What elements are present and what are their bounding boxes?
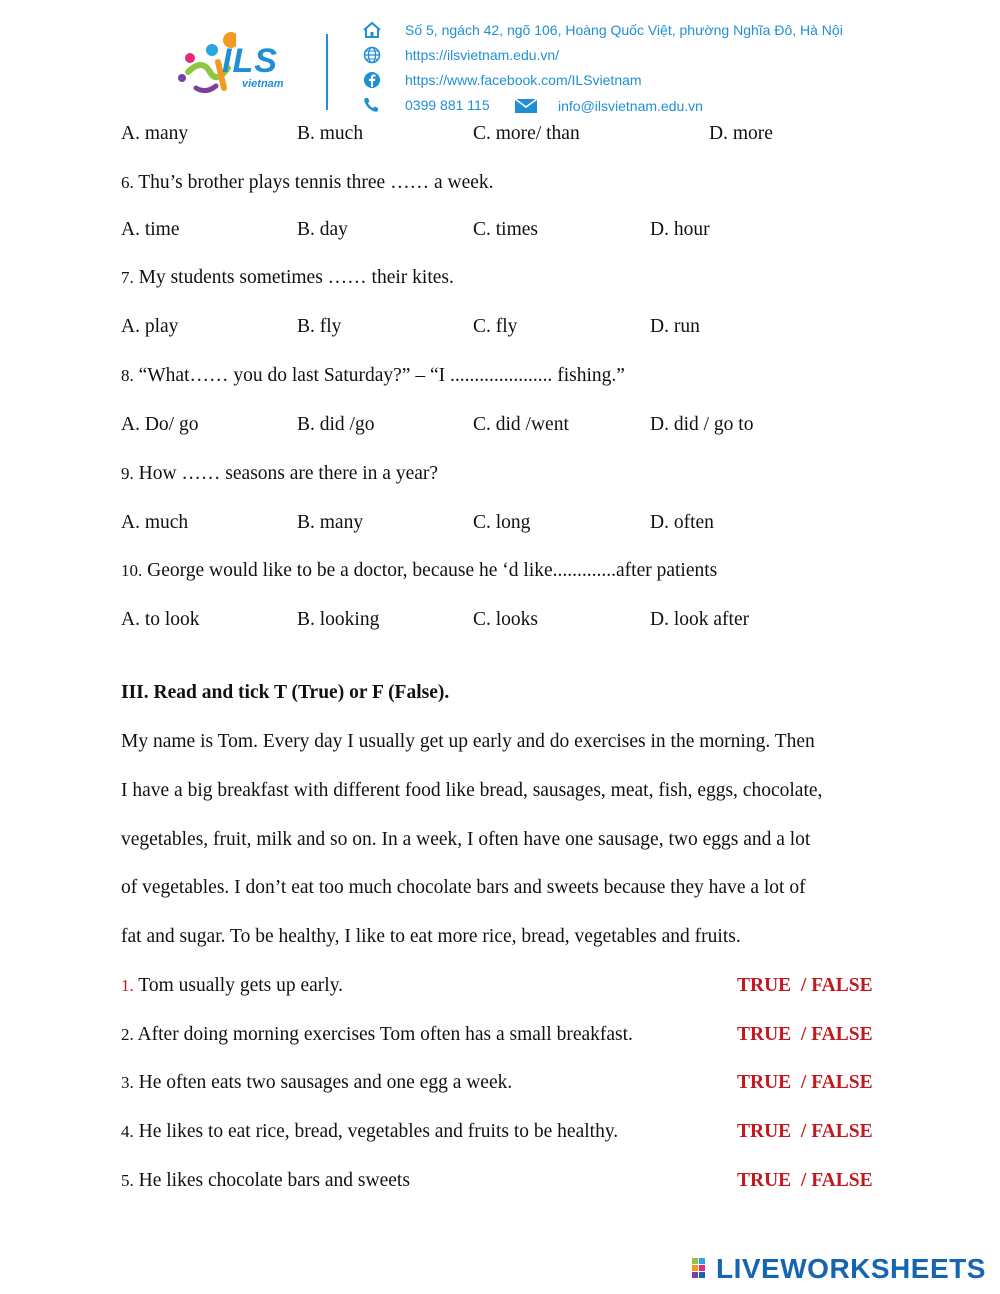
question-number: 8. — [121, 366, 134, 385]
statement-text: Tom usually gets up early. — [133, 975, 344, 996]
header-divider — [326, 34, 328, 110]
option-a: A. Do/ go — [121, 414, 199, 435]
phone-text: 0399 881 115 — [405, 97, 490, 113]
paragraph-line: My name is Tom. Every day I usually get up early and do exercises in the morning. Then — [121, 731, 815, 752]
option-b: B. much — [297, 123, 364, 144]
facebook-icon — [362, 71, 382, 89]
statement-2 — [121, 1023, 633, 1047]
statement-text: He likes to eat rice, bread, vegetables and fruits to be healthy. — [133, 1121, 619, 1142]
true-false-choice-1[interactable]: TRUE / FALSE — [737, 975, 873, 996]
option-a: A. play — [121, 316, 179, 337]
phone-icon — [362, 96, 382, 114]
option-a: A. many — [121, 123, 189, 144]
option-c: C. did /went — [473, 414, 569, 435]
option-c: C. long — [473, 512, 531, 533]
statement-1 — [121, 974, 343, 998]
option-d: D. look after — [650, 609, 750, 630]
statement-3 — [121, 1071, 512, 1095]
statement-number: 2. — [121, 1025, 134, 1044]
true-false-choice-2[interactable]: TRUE / FALSE — [737, 1024, 873, 1045]
liveworksheets-blocks-icon — [692, 1258, 714, 1280]
question-10 — [121, 559, 717, 583]
true-false-choice-3[interactable]: TRUE / FALSE — [737, 1072, 873, 1093]
option-c: C. fly — [473, 316, 518, 337]
paragraph-line: fat and sugar. To be healthy, I like to eat more rice, bread, vegetables and fruits. — [121, 926, 741, 947]
true-false-choice-5[interactable]: TRUE / FALSE — [737, 1170, 873, 1191]
mail-icon — [514, 97, 538, 115]
globe-icon — [362, 46, 382, 64]
option-d: D. more — [709, 123, 773, 144]
option-c: C. more/ than — [473, 123, 580, 144]
statement-text: After doing morning exercises Tom often has a small breakfast. — [133, 1024, 633, 1045]
section-title: III. Read and tick T (True) or F (False). — [121, 682, 450, 703]
option-a: A. time — [121, 219, 180, 240]
statement-number: 5. — [121, 1171, 134, 1190]
option-c: C. times — [473, 219, 539, 240]
question-number: 10. — [121, 561, 143, 580]
option-d: D. hour — [650, 219, 710, 240]
question-9 — [121, 462, 438, 486]
statement-number: 4. — [121, 1122, 134, 1141]
option-d: D. did / go to — [650, 414, 754, 435]
question-8 — [121, 364, 625, 388]
question-number: 7. — [121, 268, 134, 287]
paragraph-line: vegetables, fruit, milk and so on. In a week, I often have one sausage, two eggs and a lot — [121, 829, 811, 850]
facebook-link[interactable]: https://www.facebook.com/ILSvietnam — [405, 72, 642, 88]
question-text: “What…… you do last Saturday?” – “I ..................... fishing.” — [133, 365, 625, 386]
true-false-choice-4[interactable]: TRUE / FALSE — [737, 1121, 873, 1142]
question-text: George would like to be a doctor, because he ‘d like.............after patients — [142, 560, 718, 581]
paragraph-line: of vegetables. I don’t eat too much chocolate bars and sweets because they have a lot of — [121, 877, 806, 898]
option-a: A. much — [121, 512, 189, 533]
statement-text: He likes chocolate bars and sweets — [133, 1170, 410, 1191]
question-number: 9. — [121, 464, 134, 483]
option-b: B. many — [297, 512, 364, 533]
statement-number: 3. — [121, 1073, 134, 1092]
statement-4 — [121, 1120, 618, 1144]
website-link[interactable]: https://ilsvietnam.edu.vn/ — [405, 47, 560, 63]
home-icon — [362, 21, 382, 39]
option-a: A. to look — [121, 609, 200, 630]
question-text: How …… seasons are there in a year? — [133, 463, 439, 484]
option-c: C. looks — [473, 609, 539, 630]
question-text: Thu’s brother plays tennis three …… a week. — [133, 172, 494, 193]
question-7 — [121, 266, 454, 290]
address-text: Số 5, ngách 42, ngõ 106, Hoàng Quốc Việt, phường Nghĩa Đô, Hà Nội — [405, 22, 843, 38]
logo-subtitle: vietnam — [242, 78, 284, 90]
logo-wordmark: ILS — [222, 42, 278, 80]
email-link[interactable]: info@ilsvietnam.edu.vn — [558, 98, 703, 114]
statement-5 — [121, 1169, 410, 1193]
question-number: 6. — [121, 173, 134, 192]
liveworksheets-wordmark: LIVEWORKSHEETS — [716, 1253, 986, 1284]
option-b: B. did /go — [297, 414, 375, 435]
statement-number: 1. — [121, 976, 134, 995]
option-d: D. often — [650, 512, 714, 533]
paragraph-line: I have a big breakfast with different food like bread, sausages, meat, fish, eggs, chocolate, — [121, 780, 823, 801]
option-b: B. fly — [297, 316, 342, 337]
statement-text: He often eats two sausages and one egg a week. — [133, 1072, 513, 1093]
question-text: My students sometimes …… their kites. — [133, 267, 454, 288]
ils-logo — [176, 28, 306, 98]
question-6 — [121, 171, 494, 195]
option-d: D. run — [650, 316, 700, 337]
option-b: B. looking — [297, 609, 380, 630]
option-b: B. day — [297, 219, 348, 240]
